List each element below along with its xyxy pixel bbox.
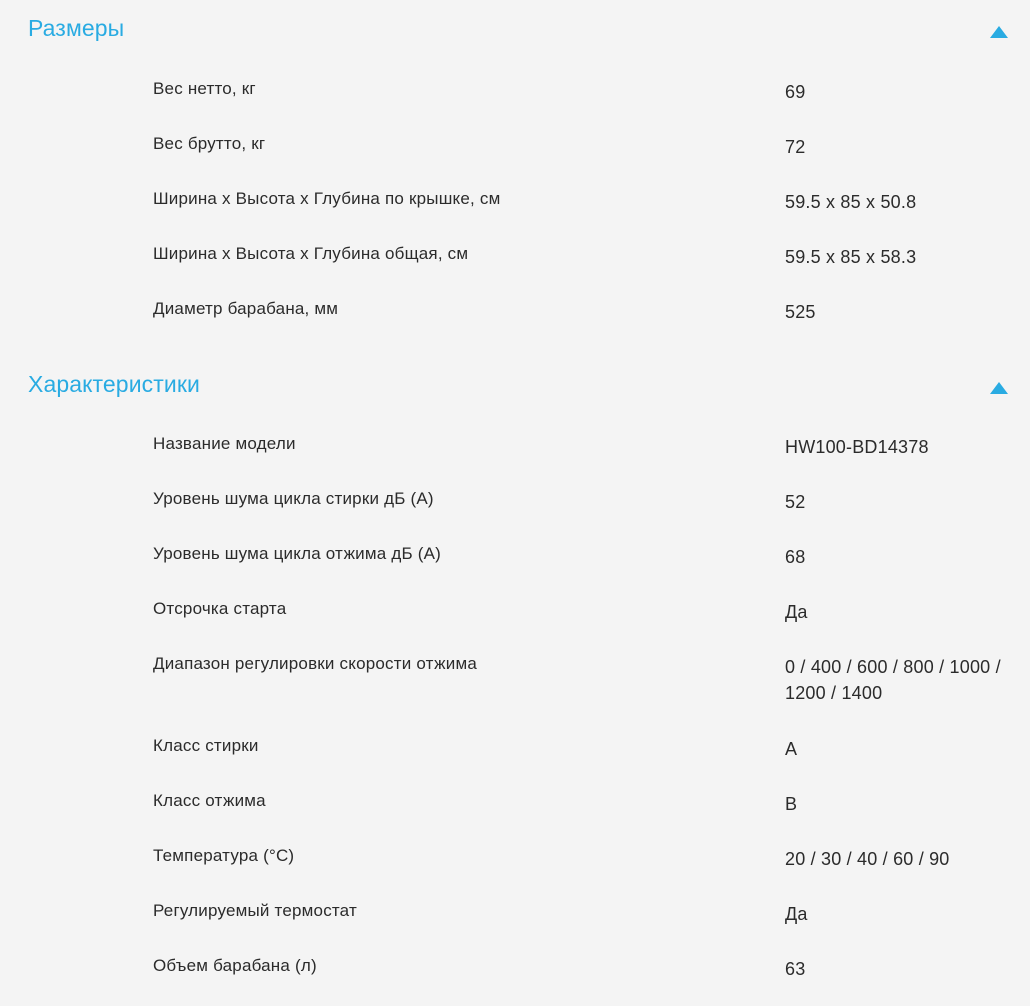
section-title[interactable]: Характеристики — [28, 371, 200, 397]
spec-value: 59.5 x 85 x 50.8 — [785, 192, 917, 212]
spec-label: Вес нетто, кг — [153, 79, 256, 98]
spec-label: Диапазон регулировки скорости отжима — [153, 654, 477, 673]
spec-value: Да — [785, 602, 808, 622]
spec-value: HW100-BD14378 — [785, 437, 929, 457]
spec-row — [0, 78, 1030, 133]
spec-label: Диаметр барабана, мм — [153, 299, 339, 318]
section-dimensions — [0, 0, 1030, 353]
spec-value: 63 — [785, 959, 806, 979]
section-dimensions-header[interactable] — [0, 0, 1030, 60]
spec-value: A — [785, 739, 798, 759]
spec-value: 69 — [785, 82, 806, 102]
spec-row — [0, 598, 1030, 653]
section-characteristics-header[interactable] — [0, 356, 1030, 416]
spec-value: 0 / 400 / 600 / 800 / 1000 / 1200 / 1400 — [785, 657, 1001, 703]
spec-row — [0, 298, 1030, 353]
spec-label: Название модели — [153, 434, 296, 453]
spec-label: Ширина х Высота х Глубина по крышке, см — [153, 189, 501, 208]
spec-value: 72 — [785, 137, 806, 157]
spec-row — [0, 845, 1030, 900]
triangle-up-icon[interactable] — [990, 382, 1008, 394]
spec-label: Регулируемый термостат — [153, 901, 357, 920]
spec-value: 59.5 x 85 x 58.3 — [785, 247, 917, 267]
spec-label: Уровень шума цикла отжима дБ (А) — [153, 544, 442, 563]
spec-row — [0, 735, 1030, 790]
spec-label: Класс отжима — [153, 791, 266, 810]
triangle-up-icon[interactable] — [990, 26, 1008, 38]
spec-label: Уровень шума цикла стирки дБ (А) — [153, 489, 434, 508]
spec-row — [0, 790, 1030, 845]
section-title[interactable]: Размеры — [28, 15, 125, 41]
spec-value: 20 / 30 / 40 / 60 / 90 — [785, 849, 950, 869]
spec-row — [0, 653, 1030, 735]
spec-list — [0, 433, 1030, 1006]
spec-row — [0, 900, 1030, 955]
spec-label: Вес брутто, кг — [153, 134, 266, 153]
spec-label: Класс стирки — [153, 736, 259, 755]
spec-row — [0, 433, 1030, 488]
spec-row — [0, 488, 1030, 543]
spec-row — [0, 133, 1030, 188]
spec-row — [0, 188, 1030, 243]
spec-list — [0, 78, 1030, 353]
spec-value: B — [785, 794, 798, 814]
spec-label: Температура (°C) — [153, 846, 295, 865]
spec-label: Объем барабана (л) — [153, 956, 317, 975]
spec-label: Ширина х Высота х Глубина общая, см — [153, 244, 469, 263]
spec-value: 52 — [785, 492, 806, 512]
section-characteristics — [0, 356, 1030, 1006]
spec-value: 68 — [785, 547, 806, 567]
spec-row — [0, 955, 1030, 1006]
spec-value: Да — [785, 904, 808, 924]
spec-value: 525 — [785, 302, 816, 322]
spec-label: Отсрочка старта — [153, 599, 287, 618]
spec-row — [0, 543, 1030, 598]
spec-row — [0, 243, 1030, 298]
